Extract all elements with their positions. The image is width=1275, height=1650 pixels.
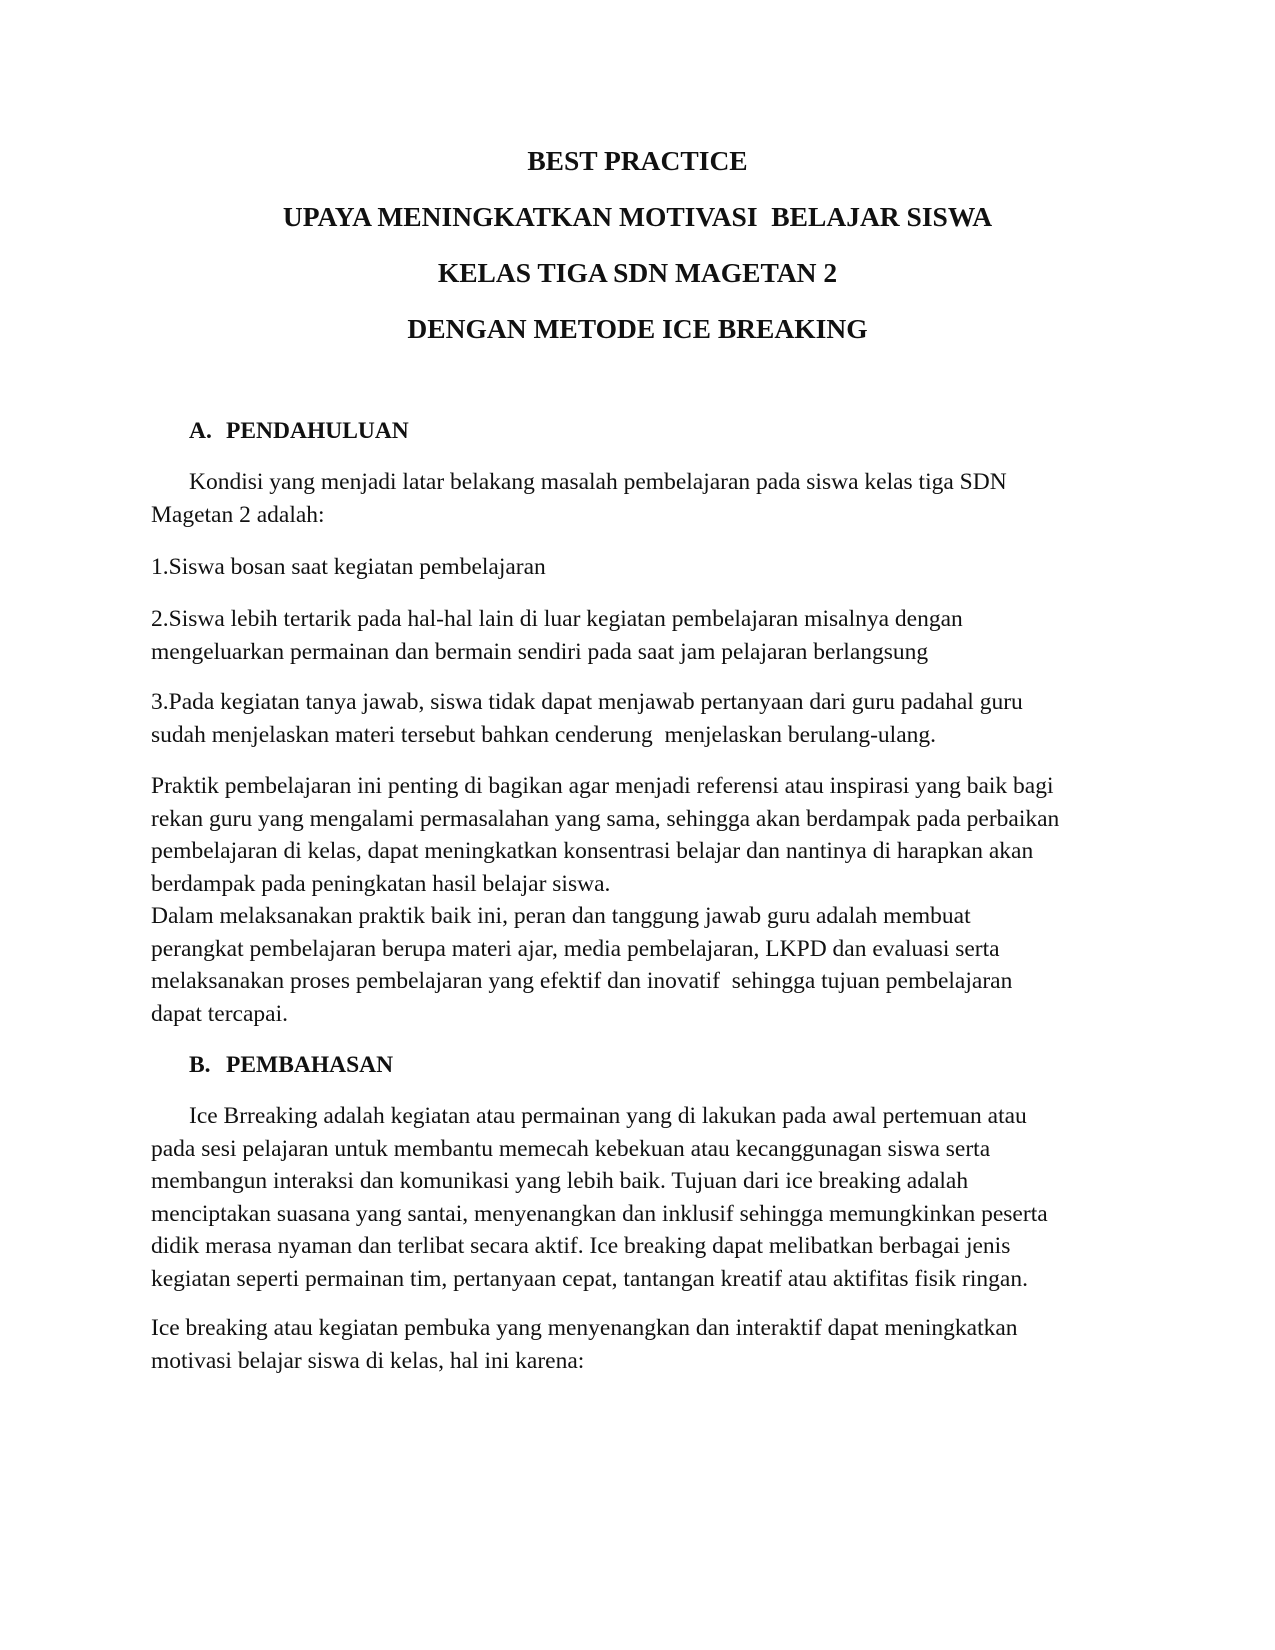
ice-breaking-definition-paragraph (151, 1100, 1131, 1295)
title-line: KELAS TIGA SDN MAGETAN 2 (437, 257, 838, 288)
text-line: dapat tercapai. (151, 1000, 288, 1027)
text-line: berdampak pada peningkatan hasil belajar siswa. (151, 870, 611, 897)
text-line: Ice breaking atau kegiatan pembuka yang menyenangkan dan interaktif dapat meningkatkan (151, 1315, 1018, 1341)
text-line: perangkat pembelajaran berupa materi ajar, media pembelajaran, LKPD dan evaluasi serta (151, 935, 1000, 962)
section-number: A. (189, 418, 212, 444)
text-line: 2.Siswa lebih tertarik pada hal-hal lain di luar kegiatan pembelajaran misalnya dengan (151, 606, 963, 632)
text-line: membangun interaksi dan komunikasi yang lebih baik. Tujuan dari ice breaking adalah (151, 1168, 969, 1194)
motivation-paragraph (151, 1312, 1131, 1377)
text-line: menciptakan suasana yang santai, menyenangkan dan inklusif sehingga memungkinkan peserta (151, 1200, 1048, 1227)
intro-paragraph (151, 466, 1131, 531)
section-title: PEMBAHASAN (226, 1052, 394, 1078)
text-line: 1.Siswa bosan saat kegiatan pembelajaran (151, 554, 546, 580)
text-line: rekan guru yang mengalami permasalahan yang sama, sehingga akan berdampak pada perbaikan (151, 805, 1060, 832)
text-line: Ice Brreaking adalah kegiatan atau permainan yang di lakukan pada awal pertemuan atau (189, 1103, 1027, 1129)
text-line: mengeluarkan permainan dan bermain sendiri pada saat jam pelajaran berlangsung (151, 638, 929, 665)
section-number: B. (189, 1052, 211, 1078)
text-line: pada sesi pelajaran untuk membantu memecah kebekuan atau kecanggunagan siswa serta (151, 1135, 991, 1162)
text-line: motivasi belajar siswa di kelas, hal ini karena: (151, 1347, 585, 1374)
text-line: Magetan 2 adalah: (151, 501, 325, 528)
text-line: kegiatan seperti permainan tim, pertanyaan cepat, tantangan kreatif atau aktifitas fisik ringan. (151, 1265, 1028, 1292)
section-title: PENDAHULUAN (226, 418, 409, 444)
list-item-3 (151, 686, 1131, 751)
title-line: BEST PRACTICE (527, 145, 748, 176)
text-line: didik merasa nyaman dan terlibat secara aktif. Ice breaking dapat melibatkan berbagai jenis (151, 1233, 1011, 1259)
list-item-2 (151, 603, 1131, 668)
text-line: sudah menjelaskan materi tersebut bahkan cenderung menjelaskan berulang-ulang. (151, 721, 937, 748)
text-line: melaksanakan proses pembelajaran yang efektif dan inovatif sehingga tujuan pembelajaran (151, 968, 1013, 994)
section-heading-pendahuluan (189, 417, 409, 445)
section-heading-pembahasan (189, 1051, 393, 1079)
text-line: 3.Pada kegiatan tanya jawab, siswa tidak dapat menjawab pertanyaan dari guru padahal guru (151, 689, 1023, 715)
title-line: DENGAN METODE ICE BREAKING (407, 313, 868, 344)
text-line: Kondisi yang menjadi latar belakang masalah pembelajaran pada siswa kelas tiga SDN (189, 469, 1007, 495)
text-line: Praktik pembelajaran ini penting di bagikan agar menjadi referensi atau inspirasi yang baik bagi (151, 773, 1054, 799)
list-item-1 (151, 551, 1131, 584)
body-paragraph (151, 770, 1131, 1030)
title-line: UPAYA MENINGKATKAN MOTIVASI BELAJAR SISWA (282, 201, 993, 232)
document-title (0, 146, 1275, 370)
text-line: Dalam melaksanakan praktik baik ini, peran dan tanggung jawab guru adalah membuat (151, 903, 971, 929)
text-line: pembelajaran di kelas, dapat meningkatkan konsentrasi belajar dan nantinya di harapkan akan (151, 838, 1034, 864)
